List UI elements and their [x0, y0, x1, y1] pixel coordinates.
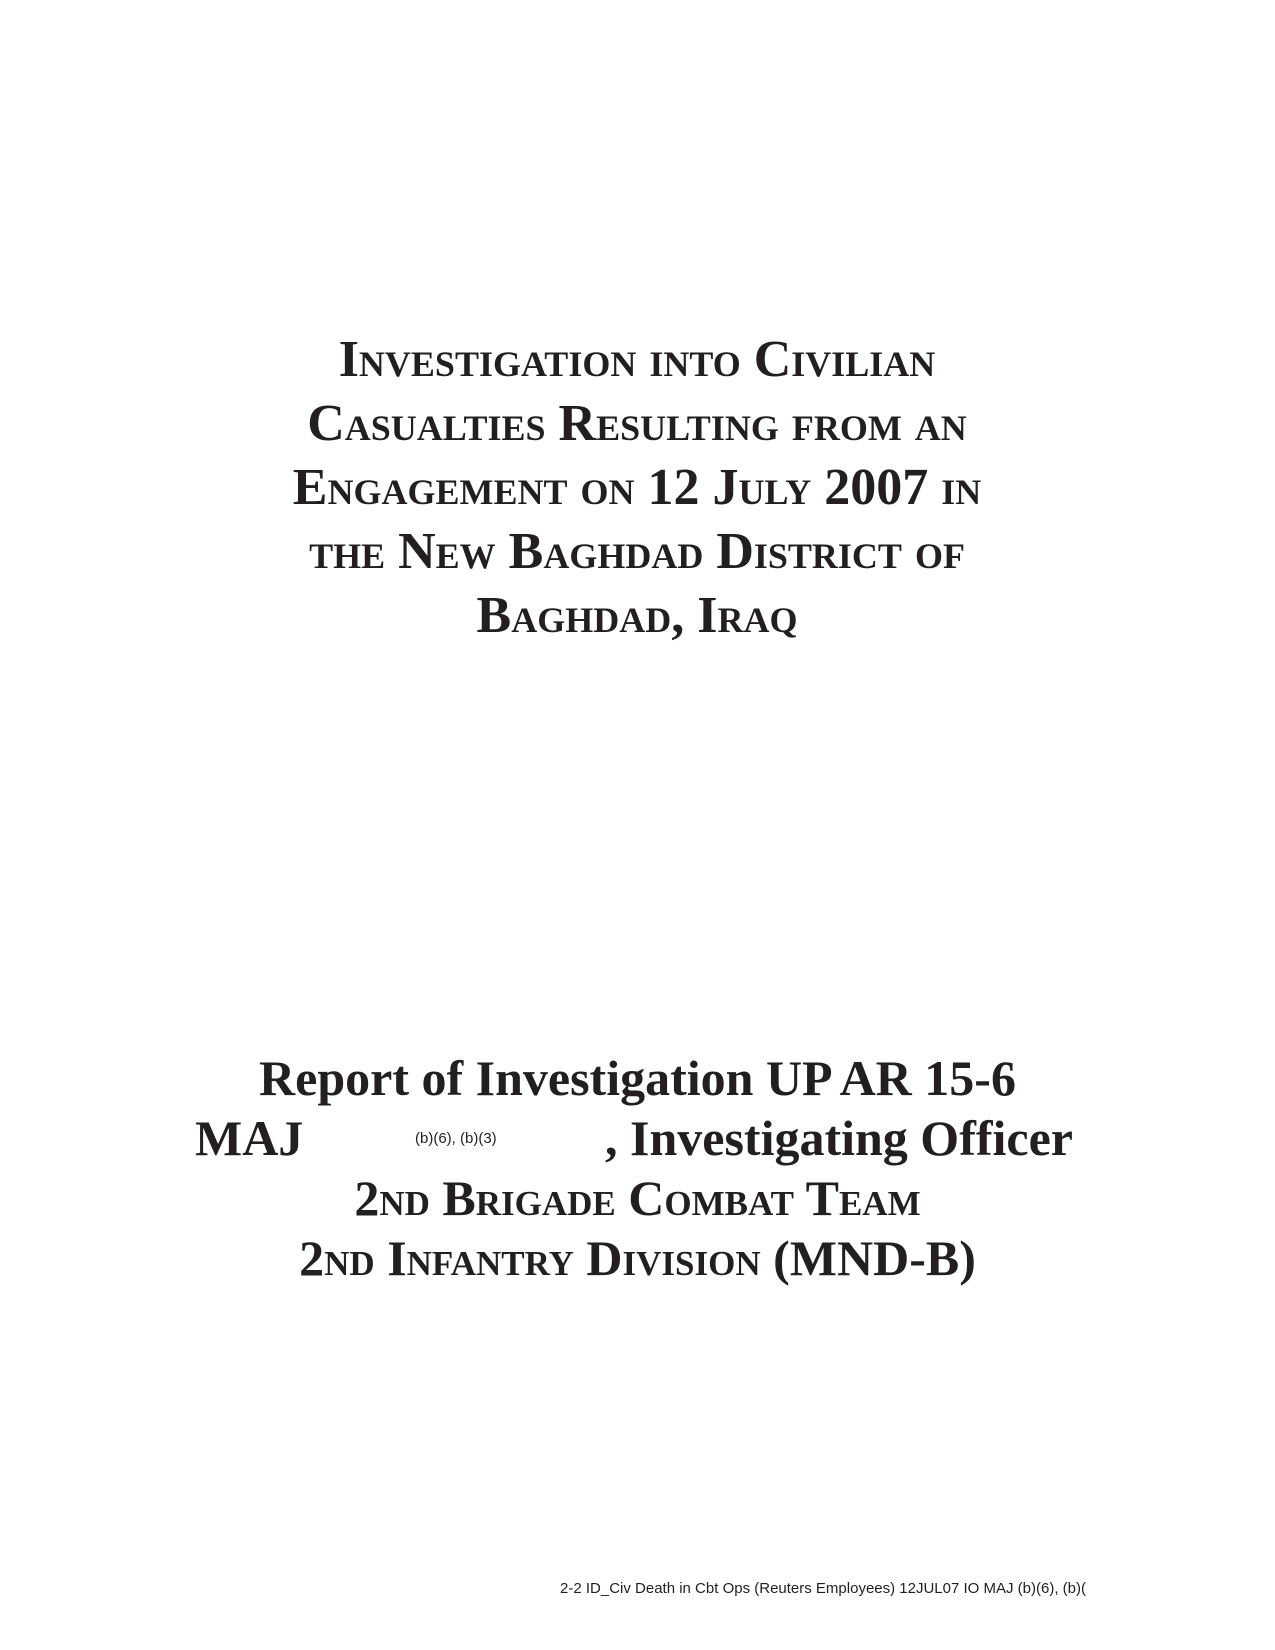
officer-role: , Investigating Officer [605, 1110, 1073, 1166]
page-footer: 2-2 ID_Civ Death in Cbt Ops (Reuters Employees) 12JUL07 IO MAJ (b)(6), (b)( [560, 1580, 1087, 1597]
report-details [100, 1048, 1175, 1288]
title-line-3: Engagement on 12 July 2007 in [292, 459, 982, 516]
unit-division: 2nd Infantry Division (MND-B) [299, 1230, 976, 1286]
title-line-1: Investigation into Civilian [338, 331, 936, 388]
redaction-note: (b)(6), (b)(3) [415, 1130, 497, 1147]
document-title [137, 328, 1137, 648]
officer-rank: MAJ [195, 1110, 304, 1166]
report-type: Report of Investigation UP AR 15-6 [259, 1050, 1016, 1106]
investigating-officer-line [100, 1108, 1175, 1168]
title-line-5: Baghdad, Iraq [476, 587, 798, 644]
title-line-4: the New Baghdad District of [309, 523, 965, 580]
title-line-2: Casualties Resulting from an [307, 395, 967, 452]
unit-brigade: 2nd Brigade Combat Team [354, 1170, 921, 1226]
